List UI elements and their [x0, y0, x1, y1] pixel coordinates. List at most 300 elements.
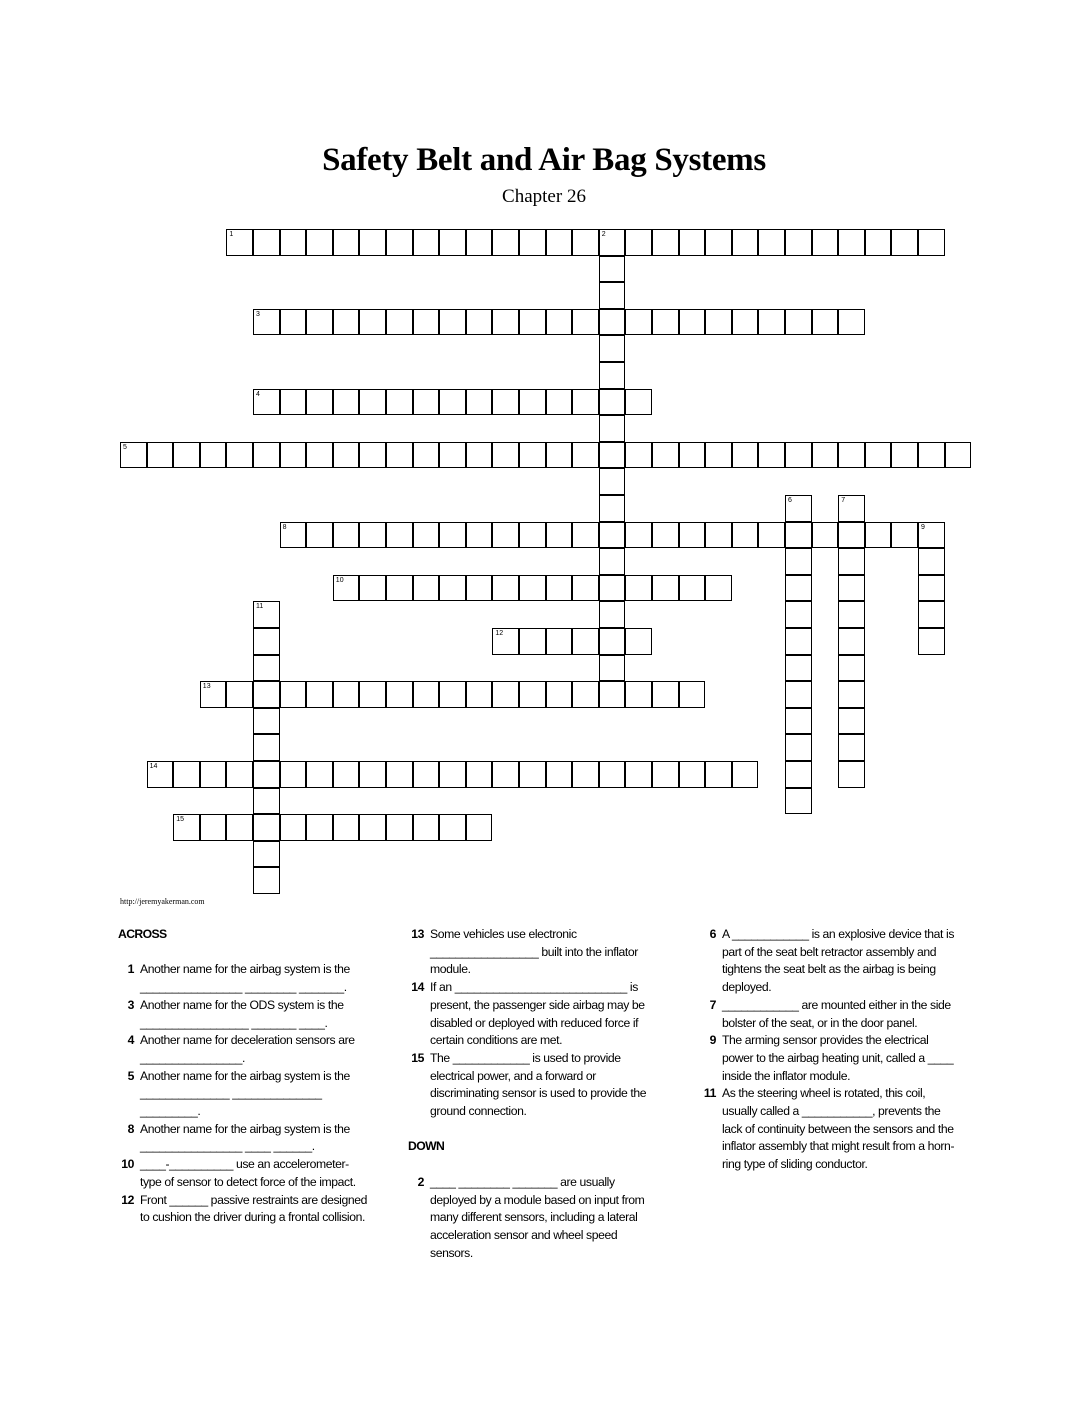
crossword-cell[interactable] [306, 389, 333, 416]
crossword-cell[interactable] [359, 761, 386, 788]
crossword-cell[interactable] [413, 575, 440, 602]
crossword-cell[interactable] [838, 708, 865, 735]
crossword-cell[interactable] [785, 442, 812, 469]
crossword-cell[interactable] [413, 814, 440, 841]
crossword-cell[interactable] [386, 761, 413, 788]
cell-number: 10 [335, 576, 344, 584]
crossword-cell[interactable] [785, 788, 812, 815]
crossword-cell[interactable] [306, 761, 333, 788]
crossword-cell[interactable] [705, 575, 732, 602]
crossword-cell[interactable] [253, 681, 280, 708]
crossword-cell[interactable] [359, 522, 386, 549]
crossword-cell[interactable] [572, 522, 599, 549]
crossword-cell[interactable] [253, 734, 280, 761]
crossword-cell[interactable] [865, 229, 892, 256]
crossword-cell[interactable] [625, 309, 652, 336]
crossword-cell[interactable] [492, 522, 519, 549]
crossword-cell[interactable] [519, 229, 546, 256]
clue-down-2 [408, 1174, 663, 1263]
crossword-cell[interactable] [572, 229, 599, 256]
crossword-cell[interactable] [599, 681, 626, 708]
crossword-cell[interactable] [785, 548, 812, 575]
crossword-cell[interactable] [732, 522, 759, 549]
crossword-cell[interactable] [732, 761, 759, 788]
crossword-cell[interactable] [546, 442, 573, 469]
clue-across-1 [118, 961, 368, 996]
crossword-cell[interactable] [758, 522, 785, 549]
crossword-cell[interactable] [625, 442, 652, 469]
crossword-cell[interactable] [838, 309, 865, 336]
clue-number: 15 [411, 1050, 424, 1065]
crossword-cell[interactable] [572, 761, 599, 788]
clue-across-5 [118, 1068, 368, 1121]
crossword-cell[interactable] [280, 229, 307, 256]
crossword-cell[interactable] [891, 229, 918, 256]
crossword-cell[interactable] [572, 309, 599, 336]
crossword-cell[interactable] [599, 256, 626, 283]
crossword-cell[interactable] [599, 415, 626, 442]
crossword-cell[interactable] [147, 442, 174, 469]
crossword-cell[interactable] [705, 522, 732, 549]
crossword-cell[interactable] [253, 442, 280, 469]
crossword-cell[interactable] [918, 575, 945, 602]
crossword-cell[interactable] [652, 761, 679, 788]
crossword-cell[interactable] [439, 814, 466, 841]
crossword-cell[interactable] [333, 389, 360, 416]
crossword-cell[interactable] [439, 389, 466, 416]
crossword-cell[interactable] [679, 681, 706, 708]
crossword-cell[interactable] [359, 814, 386, 841]
crossword-cell[interactable] [785, 708, 812, 735]
clue-text: ____-__________ use an accelerometer-type of sensor to detect force of the impact. [140, 1157, 356, 1189]
crossword-cell[interactable] [226, 681, 253, 708]
clue-number: 9 [709, 1033, 716, 1048]
crossword-cell[interactable] [652, 681, 679, 708]
crossword-cell[interactable] [173, 761, 200, 788]
crossword-cell[interactable] [679, 442, 706, 469]
crossword-cell[interactable] [838, 575, 865, 602]
cell-number: 11 [256, 603, 264, 611]
crossword-cell[interactable] [599, 389, 626, 416]
crossword-cell[interactable] [359, 229, 386, 256]
crossword-cell[interactable] [200, 442, 227, 469]
clue-number: 5 [127, 1068, 134, 1083]
crossword-cell[interactable] [838, 442, 865, 469]
crossword-cell[interactable] [519, 309, 546, 336]
crossword-cell[interactable] [625, 522, 652, 549]
down-heading: DOWN [408, 1139, 445, 1154]
across-clues-column-1 [118, 926, 368, 1227]
crossword-cell[interactable] [253, 628, 280, 655]
crossword-cell[interactable] [652, 442, 679, 469]
crossword-cell[interactable] [546, 681, 573, 708]
crossword-cell[interactable] [333, 309, 360, 336]
crossword-cell[interactable] [838, 681, 865, 708]
crossword-cell[interactable] [306, 814, 333, 841]
crossword-cell[interactable] [758, 442, 785, 469]
crossword-cell[interactable] [386, 575, 413, 602]
crossword-cell[interactable] [625, 628, 652, 655]
crossword-cell[interactable] [333, 681, 360, 708]
crossword-cell[interactable] [359, 309, 386, 336]
cell-number: 4 [256, 390, 260, 398]
crossword-cell[interactable] [546, 309, 573, 336]
crossword-cell[interactable] [306, 229, 333, 256]
crossword-cell[interactable] [519, 522, 546, 549]
clue-number: 1 [127, 962, 134, 977]
crossword-cell[interactable] [413, 442, 440, 469]
down-clues-column-3 [700, 926, 958, 1174]
crossword-cell[interactable] [253, 655, 280, 682]
crossword-cell[interactable] [519, 575, 546, 602]
clue-across-8 [118, 1121, 368, 1156]
crossword-cell[interactable] [147, 761, 174, 788]
crossword-cell[interactable] [599, 655, 626, 682]
crossword-cell[interactable] [546, 522, 573, 549]
crossword-cell[interactable] [758, 309, 785, 336]
crossword-cell[interactable] [439, 522, 466, 549]
crossword-cell[interactable] [891, 522, 918, 549]
crossword-cell[interactable] [439, 442, 466, 469]
crossword-cell[interactable] [652, 309, 679, 336]
clue-number: 2 [417, 1174, 424, 1189]
clue-text: Another name for the airbag system is the ________________ ____ ______. [140, 1121, 350, 1154]
crossword-cell[interactable] [280, 522, 307, 549]
crossword-cell[interactable] [785, 522, 812, 549]
crossword-cell[interactable] [785, 681, 812, 708]
cell-number: 3 [256, 310, 260, 318]
clue-down-9 [700, 1032, 958, 1085]
crossword-cell[interactable] [226, 814, 253, 841]
crossword-cell[interactable] [333, 761, 360, 788]
crossword-cell[interactable] [679, 761, 706, 788]
crossword-cell[interactable] [546, 628, 573, 655]
crossword-cell[interactable] [519, 442, 546, 469]
across-heading: ACROSS [118, 927, 167, 941]
crossword-cell[interactable] [280, 761, 307, 788]
crossword-cell[interactable] [359, 442, 386, 469]
crossword-cell[interactable] [226, 761, 253, 788]
clue-across-4 [118, 1032, 368, 1067]
crossword-cell[interactable] [333, 814, 360, 841]
crossword-cell[interactable] [200, 814, 227, 841]
crossword-cell[interactable] [306, 681, 333, 708]
cell-number: 14 [149, 763, 158, 770]
clue-number: 13 [411, 927, 424, 941]
crossword-cell[interactable] [413, 522, 440, 549]
crossword-cell[interactable] [439, 575, 466, 602]
crossword-cell[interactable] [812, 309, 839, 336]
cell-number: 15 [176, 816, 184, 824]
crossword-cell[interactable] [200, 761, 227, 788]
crossword-cell[interactable] [306, 522, 333, 549]
crossword-cell[interactable] [466, 442, 493, 469]
crossword-cell[interactable] [386, 522, 413, 549]
crossword-cell[interactable] [253, 389, 280, 416]
cell-number: 5 [123, 443, 127, 451]
crossword-cell[interactable] [253, 229, 280, 256]
crossword-cell[interactable] [652, 522, 679, 549]
crossword-cell[interactable] [572, 575, 599, 602]
crossword-cell[interactable] [306, 442, 333, 469]
crossword-cell[interactable] [492, 628, 519, 655]
crossword-cell[interactable] [599, 282, 626, 309]
crossword-cell[interactable] [492, 761, 519, 788]
crossword-cell[interactable] [625, 389, 652, 416]
crossword-cell[interactable] [785, 655, 812, 682]
crossword-cell[interactable] [838, 522, 865, 549]
crossword-cell[interactable] [519, 628, 546, 655]
crossword-cell[interactable] [226, 229, 253, 256]
crossword-cell[interactable] [386, 309, 413, 336]
crossword-cell[interactable] [546, 575, 573, 602]
clue-across-15 [408, 1050, 663, 1121]
crossword-cell[interactable] [173, 814, 200, 841]
page-subtitle: Chapter 26 [502, 186, 586, 207]
crossword-cell[interactable] [705, 761, 732, 788]
crossword-cell[interactable] [918, 601, 945, 628]
crossword-cell[interactable] [679, 575, 706, 602]
crossword-cell[interactable] [413, 229, 440, 256]
clue-text: A ____________ is an explosive device that is part of the seat belt retractor assembly and tightens the seat belt as the airbag is being deployed. [722, 927, 955, 995]
crossword-cell[interactable] [625, 229, 652, 256]
crossword-cell[interactable] [785, 734, 812, 761]
crossword-cell[interactable] [333, 522, 360, 549]
crossword-cell[interactable] [865, 522, 892, 549]
crossword-cell[interactable] [785, 229, 812, 256]
crossword-cell[interactable] [200, 681, 227, 708]
clue-text: If an ___________________________ is present, the passenger side airbag may be disabled or deployed with reduced force if certain conditions are met. [430, 980, 645, 1048]
crossword-cell[interactable] [599, 575, 626, 602]
clue-number: 14 [411, 980, 424, 995]
crossword-cell[interactable] [572, 442, 599, 469]
crossword-cell[interactable] [599, 468, 626, 495]
cell-number: 2 [601, 231, 606, 238]
clue-across-10 [118, 1156, 368, 1191]
crossword-cell[interactable] [173, 442, 200, 469]
crossword-cell[interactable] [280, 442, 307, 469]
crossword-cell[interactable] [519, 389, 546, 416]
crossword-cell[interactable] [492, 389, 519, 416]
crossword-cell[interactable] [945, 442, 972, 469]
crossword-cell[interactable] [599, 495, 626, 522]
crossword-cell[interactable] [546, 389, 573, 416]
crossword-cell[interactable] [120, 442, 147, 469]
crossword-cell[interactable] [253, 309, 280, 336]
clue-text: Another name for deceleration sensors are ________________. [140, 1033, 355, 1065]
crossword-cell[interactable] [572, 389, 599, 416]
crossword-cell[interactable] [466, 681, 493, 708]
crossword-cell[interactable] [386, 681, 413, 708]
crossword-cell[interactable] [812, 442, 839, 469]
clue-text: Another name for the airbag system is the ________________ ________ _______. [140, 962, 350, 995]
crossword-cell[interactable] [546, 761, 573, 788]
crossword-cell[interactable] [838, 655, 865, 682]
crossword-cell[interactable] [785, 761, 812, 788]
crossword-cell[interactable] [306, 309, 333, 336]
crossword-cell[interactable] [439, 229, 466, 256]
cell-number: 8 [282, 523, 287, 531]
crossword-cell[interactable] [280, 309, 307, 336]
clue-number: 10 [121, 1157, 134, 1172]
crossword-cell[interactable] [280, 389, 307, 416]
clue-number: 8 [127, 1121, 134, 1136]
crossword-cell[interactable] [918, 628, 945, 655]
crossword-cell[interactable] [838, 601, 865, 628]
clue-text: Some vehicles use electronic _________________ built into the inflator module. [430, 927, 638, 977]
crossword-cell[interactable] [413, 761, 440, 788]
clue-number: 6 [709, 927, 716, 941]
cell-number: 7 [841, 497, 846, 504]
crossword-cell[interactable] [466, 522, 493, 549]
crossword-cell[interactable] [386, 814, 413, 841]
clue-number: 7 [709, 997, 716, 1012]
clue-text: The ____________ is used to provide electrical power, and a forward or discriminating sensor is used to provide the ground connection. [430, 1050, 647, 1119]
crossword-cell[interactable] [812, 229, 839, 256]
crossword-cell[interactable] [705, 229, 732, 256]
crossword-cell[interactable] [785, 601, 812, 628]
crossword-cell[interactable] [599, 335, 626, 362]
clue-across-14 [408, 979, 663, 1050]
crossword-cell[interactable] [253, 788, 280, 815]
crossword-cell[interactable] [838, 628, 865, 655]
crossword-cell[interactable] [599, 628, 626, 655]
crossword-cell[interactable] [359, 389, 386, 416]
crossword-cell[interactable] [413, 681, 440, 708]
crossword-cell[interactable] [918, 442, 945, 469]
crossword-cell[interactable] [386, 229, 413, 256]
clue-down-11 [700, 1085, 958, 1174]
crossword-cell[interactable] [333, 442, 360, 469]
crossword-cell[interactable] [732, 229, 759, 256]
crossword-cell[interactable] [679, 309, 706, 336]
crossword-cell[interactable] [705, 309, 732, 336]
crossword-cell[interactable] [599, 761, 626, 788]
crossword-cell[interactable] [838, 495, 865, 522]
crossword-cell[interactable] [812, 522, 839, 549]
crossword-cell[interactable] [439, 761, 466, 788]
crossword-cell[interactable] [439, 681, 466, 708]
crossword-cell[interactable] [333, 229, 360, 256]
crossword-cell[interactable] [280, 681, 307, 708]
crossword-cell[interactable] [838, 761, 865, 788]
crossword-cell[interactable] [599, 548, 626, 575]
crossword-cell[interactable] [679, 229, 706, 256]
cell-number: 9 [921, 523, 925, 531]
crossword-cell[interactable] [652, 575, 679, 602]
clue-number: 3 [127, 997, 134, 1012]
crossword-cell[interactable] [519, 761, 546, 788]
crossword-cell[interactable] [466, 761, 493, 788]
crossword-cell[interactable] [599, 442, 626, 469]
crossword-cell[interactable] [679, 522, 706, 549]
clue-across-12 [118, 1192, 368, 1227]
crossword-cell[interactable] [599, 601, 626, 628]
cell-number: 13 [202, 683, 211, 691]
crossword-cell[interactable] [226, 442, 253, 469]
crossword-cell[interactable] [758, 229, 785, 256]
crossword-cell[interactable] [625, 575, 652, 602]
crossword-cell[interactable] [253, 601, 280, 628]
crossword-cell[interactable] [838, 548, 865, 575]
crossword-cell[interactable] [705, 442, 732, 469]
crossword-cell[interactable] [625, 761, 652, 788]
crossword-cell[interactable] [253, 761, 280, 788]
crossword-cell[interactable] [732, 309, 759, 336]
crossword-cell[interactable] [359, 681, 386, 708]
crossword-cell[interactable] [492, 309, 519, 336]
clue-text: The arming sensor provides the electrical power to the airbag heating unit, called a ____ inside the inflator module. [722, 1033, 954, 1083]
crossword-cell[interactable] [253, 708, 280, 735]
crossword-cell[interactable] [466, 814, 493, 841]
crossword-cell[interactable] [838, 734, 865, 761]
crossword-cell[interactable] [918, 522, 945, 549]
clue-across-13 [408, 926, 663, 979]
crossword-cell[interactable] [413, 389, 440, 416]
crossword-cell[interactable] [918, 548, 945, 575]
crossword-cell[interactable] [785, 495, 812, 522]
crossword-cell[interactable] [785, 309, 812, 336]
crossword-cell[interactable] [838, 229, 865, 256]
cell-number: 1 [229, 231, 234, 238]
clue-text: ____________ are mounted either in the side bolster of the seat, or in the door panel. [722, 997, 951, 1030]
crossword-cell[interactable] [466, 575, 493, 602]
crossword-cell[interactable] [625, 681, 652, 708]
crossword-cell[interactable] [572, 628, 599, 655]
crossword-cell[interactable] [599, 229, 626, 256]
crossword-cell[interactable] [918, 229, 945, 256]
crossword-cell[interactable] [519, 681, 546, 708]
crossword-cell[interactable] [280, 814, 307, 841]
clues-column-2 [408, 926, 663, 1262]
crossword-cell[interactable] [466, 389, 493, 416]
crossword-cell[interactable] [253, 867, 280, 894]
crossword-cell[interactable] [439, 309, 466, 336]
clue-down-7 [700, 997, 958, 1032]
crossword-cell[interactable] [572, 681, 599, 708]
crossword-cell[interactable] [413, 309, 440, 336]
crossword-cell[interactable] [785, 628, 812, 655]
source-credit[interactable]: http://jeremyakerman.com [120, 897, 205, 906]
crossword-cell[interactable] [253, 814, 280, 841]
crossword-cell[interactable] [386, 389, 413, 416]
crossword-cell[interactable] [599, 522, 626, 549]
crossword-cell[interactable] [732, 442, 759, 469]
crossword-cell[interactable] [652, 229, 679, 256]
crossword-cell[interactable] [599, 309, 626, 336]
crossword-cell[interactable] [865, 442, 892, 469]
crossword-cell[interactable] [466, 309, 493, 336]
crossword-cell[interactable] [466, 229, 493, 256]
crossword-cell[interactable] [891, 442, 918, 469]
page-title: Safety Belt and Air Bag Systems [322, 142, 766, 178]
crossword-cell[interactable] [386, 442, 413, 469]
crossword-cell[interactable] [785, 575, 812, 602]
crossword-cell[interactable] [492, 575, 519, 602]
crossword-cell[interactable] [492, 442, 519, 469]
crossword-cell[interactable] [359, 575, 386, 602]
crossword-cell[interactable] [492, 681, 519, 708]
crossword-cell[interactable] [492, 229, 519, 256]
crossword-cell[interactable] [253, 841, 280, 868]
crossword-cell[interactable] [599, 362, 626, 389]
clue-text: ____ ________ _______ are usually deployed by a module based on input from many different sensors, including a lateral acceleration sensor and wheel speed sensors. [430, 1174, 645, 1260]
crossword-cell[interactable] [333, 575, 360, 602]
clue-number: 11 [703, 1086, 716, 1101]
clue-text: As the steering wheel is rotated, this coil, usually called a ___________, prevents the lack of continuity between the sensors and the inflator assembly that might result from a horn-ring type of sliding conductor. [722, 1086, 955, 1172]
crossword-cell[interactable] [546, 229, 573, 256]
clue-text: Front ______ passive restraints are designed to cushion the driver during a frontal collision. [140, 1192, 367, 1225]
